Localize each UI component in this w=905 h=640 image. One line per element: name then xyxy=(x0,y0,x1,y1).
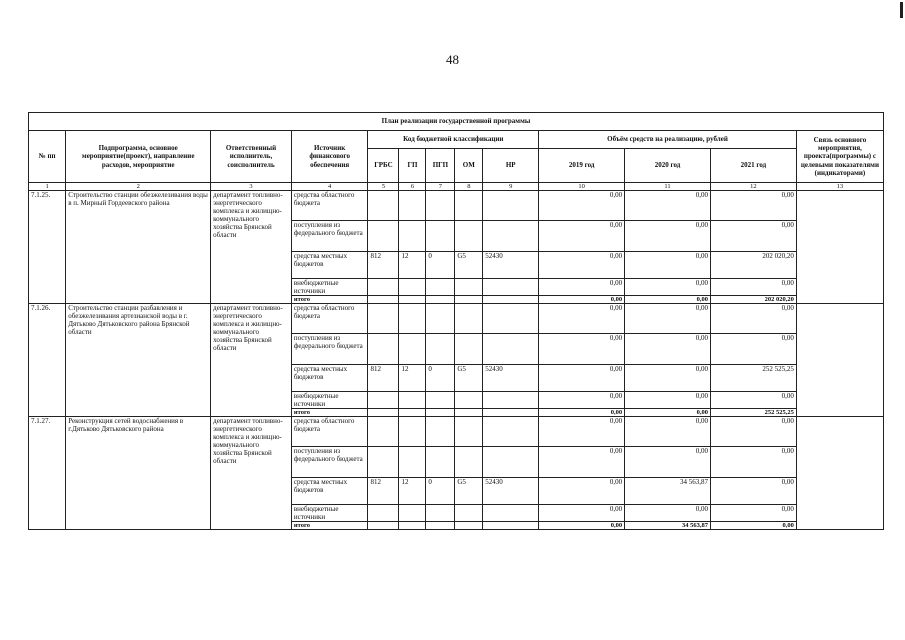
code-om: G5 xyxy=(455,478,483,505)
funding-source: средства местных бюджетов xyxy=(291,478,368,505)
funding-source: средства областного бюджета xyxy=(291,304,368,334)
code-pgp xyxy=(426,334,455,365)
code-om xyxy=(455,191,483,221)
column-number-row xyxy=(29,183,884,191)
amount-2020: 0,00 xyxy=(625,505,711,522)
amount-2019: 0,00 xyxy=(539,417,625,447)
code-gp xyxy=(399,304,426,334)
header-link: Связь основного мероприятия, проекта(программы) с целевыми показателями (индикаторами) xyxy=(796,131,883,183)
amount-2021: 202 020,20 xyxy=(710,252,796,279)
code-om xyxy=(455,392,483,409)
code-nr xyxy=(483,417,539,447)
amount-2021: 0,00 xyxy=(710,478,796,505)
code-grbs: 812 xyxy=(368,365,399,392)
amount-2019: 0,00 xyxy=(539,221,625,252)
total-code-empty xyxy=(483,296,539,304)
code-nr xyxy=(483,392,539,409)
code-grbs xyxy=(368,417,399,447)
code-nr xyxy=(483,221,539,252)
header-gp: ГП xyxy=(399,149,426,183)
code-pgp xyxy=(426,191,455,221)
amount-2021: 0,00 xyxy=(710,304,796,334)
total-code-empty xyxy=(368,409,399,417)
code-om xyxy=(455,505,483,522)
amount-2020: 0,00 xyxy=(625,365,711,392)
funding-source: внебюджетные источники xyxy=(291,279,368,296)
col-number: 7 xyxy=(426,183,455,191)
header-om: ОМ xyxy=(455,149,483,183)
col-number: 12 xyxy=(710,183,796,191)
total-code-empty xyxy=(455,296,483,304)
total-label: итого xyxy=(291,296,368,304)
total-code-empty xyxy=(426,409,455,417)
code-gp xyxy=(399,505,426,522)
code-om xyxy=(455,279,483,296)
code-nr: 52430 xyxy=(483,478,539,505)
table-row xyxy=(29,417,884,447)
measure-number: 7.1.26. xyxy=(29,304,66,417)
code-grbs xyxy=(368,221,399,252)
col-number: 10 xyxy=(539,183,625,191)
total-label: итого xyxy=(291,522,368,530)
total-2019: 0,00 xyxy=(539,409,625,417)
header-2020: 2020 год xyxy=(625,149,711,183)
responsible-executor: департамент топливно-энергетического комплекса и жилищно-коммунального хозяйства Брянской области xyxy=(211,417,292,530)
col-number: 3 xyxy=(211,183,292,191)
funding-source: поступления из федерального бюджета xyxy=(291,334,368,365)
col-number: 2 xyxy=(66,183,211,191)
code-pgp: 0 xyxy=(426,252,455,279)
code-om xyxy=(455,417,483,447)
code-pgp: 0 xyxy=(426,365,455,392)
measure-number: 7.1.27. xyxy=(29,417,66,530)
total-2021: 202 020,20 xyxy=(710,296,796,304)
total-2021: 0,00 xyxy=(710,522,796,530)
indicator-link xyxy=(796,417,883,530)
measure-name: Строительство станции разбавления и обезжелезивания артезианской воды в г. Дятьково Дятьковского района Брянской области xyxy=(66,304,211,417)
amount-2021: 0,00 xyxy=(710,447,796,478)
total-code-empty xyxy=(399,296,426,304)
code-pgp xyxy=(426,392,455,409)
amount-2019: 0,00 xyxy=(539,279,625,296)
amount-2019: 0,00 xyxy=(539,252,625,279)
col-number: 6 xyxy=(399,183,426,191)
header-2021: 2021 год xyxy=(710,149,796,183)
code-om: G5 xyxy=(455,252,483,279)
code-gp xyxy=(399,447,426,478)
funding-source: внебюджетные источники xyxy=(291,392,368,409)
indicator-link xyxy=(796,191,883,304)
code-nr xyxy=(483,191,539,221)
total-code-empty xyxy=(483,522,539,530)
code-gp xyxy=(399,279,426,296)
funding-source: средства местных бюджетов xyxy=(291,365,368,392)
code-gp xyxy=(399,334,426,365)
responsible-executor: департамент топливно-энергетического комплекса и жилищно-коммунального хозяйства Брянской области xyxy=(211,304,292,417)
amount-2019: 0,00 xyxy=(539,304,625,334)
program-plan-table xyxy=(28,112,884,530)
amount-2020: 0,00 xyxy=(625,334,711,365)
total-code-empty xyxy=(399,409,426,417)
amount-2021: 252 525,25 xyxy=(710,365,796,392)
code-om xyxy=(455,334,483,365)
funding-source: поступления из федерального бюджета xyxy=(291,221,368,252)
funding-source: средства местных бюджетов xyxy=(291,252,368,279)
amount-2021: 0,00 xyxy=(710,221,796,252)
amount-2020: 0,00 xyxy=(625,191,711,221)
total-2020: 0,00 xyxy=(625,296,711,304)
amount-2019: 0,00 xyxy=(539,505,625,522)
amount-2020: 0,00 xyxy=(625,279,711,296)
header-num: № пп xyxy=(29,131,66,183)
total-code-empty xyxy=(368,522,399,530)
header-pgp: ПГП xyxy=(426,149,455,183)
code-om xyxy=(455,221,483,252)
amount-2021: 0,00 xyxy=(710,505,796,522)
total-code-empty xyxy=(368,296,399,304)
funding-source: средства областного бюджета xyxy=(291,191,368,221)
page-number: 48 xyxy=(446,52,459,67)
code-om xyxy=(455,447,483,478)
header-budget-code: Код бюджетной классификации xyxy=(368,131,539,149)
code-pgp xyxy=(426,221,455,252)
amount-2020: 0,00 xyxy=(625,221,711,252)
scan-edge-mark xyxy=(900,2,903,18)
amount-2019: 0,00 xyxy=(539,392,625,409)
measure-number: 7.1.25. xyxy=(29,191,66,304)
total-label: итого xyxy=(291,409,368,417)
code-grbs xyxy=(368,279,399,296)
total-code-empty xyxy=(455,409,483,417)
table-row xyxy=(29,304,884,334)
code-pgp xyxy=(426,417,455,447)
code-pgp xyxy=(426,447,455,478)
col-number: 4 xyxy=(291,183,368,191)
total-2021: 252 525,25 xyxy=(710,409,796,417)
amount-2021: 0,00 xyxy=(710,334,796,365)
code-om: G5 xyxy=(455,365,483,392)
total-code-empty xyxy=(399,522,426,530)
code-nr: 52430 xyxy=(483,252,539,279)
col-number: 9 xyxy=(483,183,539,191)
table-row xyxy=(29,191,884,221)
amount-2019: 0,00 xyxy=(539,191,625,221)
code-gp xyxy=(399,392,426,409)
col-number: 1 xyxy=(29,183,66,191)
amount-2021: 0,00 xyxy=(710,279,796,296)
code-grbs xyxy=(368,191,399,221)
measure-name: Реконструкция сетей водоснабжения в г.Дятьково Дятьковского района xyxy=(66,417,211,530)
code-om xyxy=(455,304,483,334)
header-nr: НР xyxy=(483,149,539,183)
code-pgp: 0 xyxy=(426,478,455,505)
code-gp xyxy=(399,191,426,221)
header-source: Источник финансового обеспечения xyxy=(291,131,368,183)
funding-source: поступления из федерального бюджета xyxy=(291,447,368,478)
code-gp: 12 xyxy=(399,365,426,392)
code-nr xyxy=(483,447,539,478)
amount-2020: 34 563,87 xyxy=(625,478,711,505)
col-number: 5 xyxy=(368,183,399,191)
amount-2020: 0,00 xyxy=(625,252,711,279)
amount-2020: 0,00 xyxy=(625,417,711,447)
amount-2019: 0,00 xyxy=(539,478,625,505)
header-grbs: ГРБС xyxy=(368,149,399,183)
amount-2021: 0,00 xyxy=(710,191,796,221)
funding-source: внебюджетные источники xyxy=(291,505,368,522)
col-number: 11 xyxy=(625,183,711,191)
total-code-empty xyxy=(426,522,455,530)
code-grbs xyxy=(368,304,399,334)
indicator-link xyxy=(796,304,883,417)
header-volume: Объём средств на реализацию, рублей xyxy=(539,131,797,149)
amount-2021: 0,00 xyxy=(710,392,796,409)
total-2019: 0,00 xyxy=(539,296,625,304)
amount-2021: 0,00 xyxy=(710,417,796,447)
amount-2020: 0,00 xyxy=(625,447,711,478)
code-gp: 12 xyxy=(399,252,426,279)
code-gp xyxy=(399,221,426,252)
plan-body xyxy=(29,191,884,530)
total-code-empty xyxy=(455,522,483,530)
measure-name: Строительство станции обезжелезивания воды в п. Мирный Гордеевского района xyxy=(66,191,211,304)
amount-2019: 0,00 xyxy=(539,447,625,478)
code-grbs: 812 xyxy=(368,478,399,505)
code-grbs xyxy=(368,447,399,478)
code-gp xyxy=(399,417,426,447)
total-code-empty xyxy=(483,409,539,417)
code-grbs xyxy=(368,334,399,365)
code-grbs xyxy=(368,392,399,409)
total-2020: 0,00 xyxy=(625,409,711,417)
total-2020: 34 563,87 xyxy=(625,522,711,530)
total-2019: 0,00 xyxy=(539,522,625,530)
header-subprogram: Подпрограмма, основное мероприятие(проект), направление расходов, мероприятие xyxy=(66,131,211,183)
code-gp: 12 xyxy=(399,478,426,505)
col-number: 8 xyxy=(455,183,483,191)
responsible-executor: департамент топливно-энергетического комплекса и жилищно-коммунального хозяйства Брянской области xyxy=(211,191,292,304)
header-2019: 2019 год xyxy=(539,149,625,183)
amount-2020: 0,00 xyxy=(625,392,711,409)
code-nr xyxy=(483,334,539,365)
funding-source: средства областного бюджета xyxy=(291,417,368,447)
code-nr xyxy=(483,279,539,296)
code-nr xyxy=(483,304,539,334)
total-code-empty xyxy=(426,296,455,304)
amount-2020: 0,00 xyxy=(625,304,711,334)
code-grbs xyxy=(368,505,399,522)
code-pgp xyxy=(426,304,455,334)
col-number: 13 xyxy=(796,183,883,191)
amount-2019: 0,00 xyxy=(539,334,625,365)
code-nr: 52430 xyxy=(483,365,539,392)
table-title: План реализации государственной программы xyxy=(29,113,884,131)
code-pgp xyxy=(426,505,455,522)
code-nr xyxy=(483,505,539,522)
header-executor: Ответственный исполнитель, соисполнитель xyxy=(211,131,292,183)
code-pgp xyxy=(426,279,455,296)
code-grbs: 812 xyxy=(368,252,399,279)
amount-2019: 0,00 xyxy=(539,365,625,392)
